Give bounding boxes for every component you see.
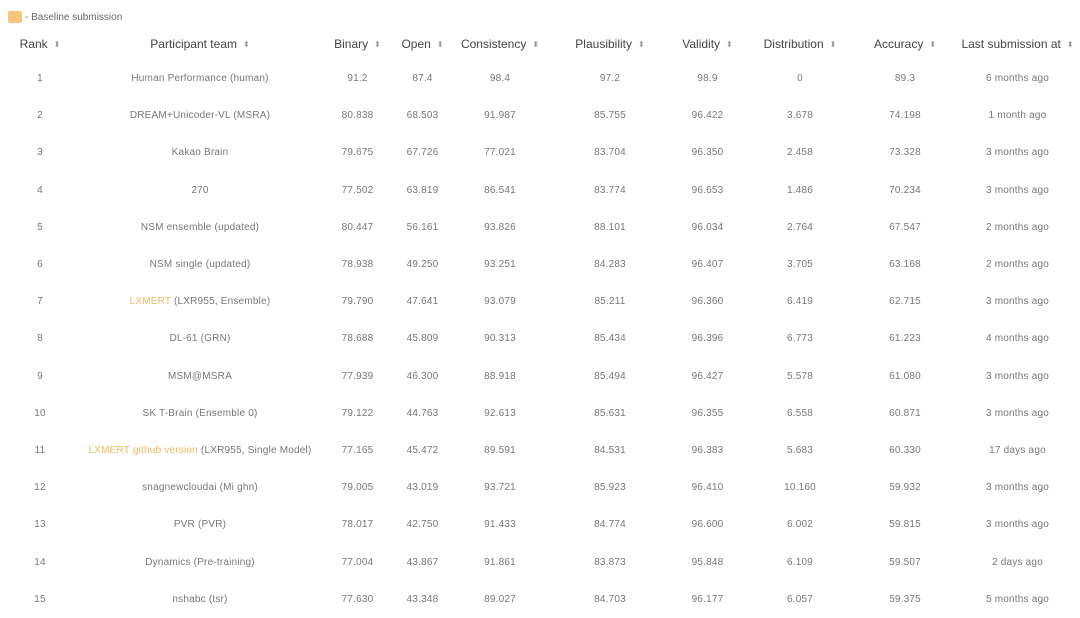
open-cell: 68.503 (406, 110, 439, 122)
binary-cell: 79.675 (341, 147, 374, 159)
binary-cell: 80.838 (341, 110, 374, 122)
distribution-cell: 2.458 (786, 147, 814, 159)
column-header-label: Open (401, 37, 431, 51)
team-name: DL-61 (GRN) (169, 333, 231, 345)
sort-icon[interactable]: ⬍ (532, 40, 540, 50)
sort-icon[interactable]: ⬍ (243, 40, 250, 50)
team-name: MSM@MSRA (168, 370, 232, 382)
binary-cell: 77.502 (341, 184, 374, 196)
validity-cell: 96.410 (691, 482, 724, 494)
rank-cell: 5 (37, 221, 43, 233)
plausibility-cell: 85.923 (594, 482, 626, 494)
validity-cell: 96.653 (691, 184, 724, 196)
team-name: Dynamics (Pre-training) (145, 556, 255, 568)
column-header-rank[interactable] (0, 28, 80, 60)
last-submission-cell: 3 months ago (986, 296, 1049, 308)
consistency-cell: 93.826 (484, 221, 516, 233)
last-submission-cell: 3 months ago (986, 519, 1049, 531)
rank-cell: 2 (37, 110, 43, 122)
plausibility-cell: 84.283 (594, 259, 626, 271)
rank-cell: 14 (34, 556, 46, 568)
sort-icon[interactable]: ⬍ (829, 40, 837, 50)
table-row (0, 283, 1080, 320)
accuracy-cell: 89.3 (894, 73, 916, 85)
table-row (0, 358, 1080, 395)
table-row (0, 60, 1080, 97)
distribution-cell: 6.002 (786, 519, 814, 531)
sort-icon[interactable]: ⬍ (53, 40, 61, 50)
distribution-cell: 6.419 (786, 296, 814, 308)
accuracy-cell: 74.198 (889, 110, 921, 122)
binary-cell: 78.688 (341, 333, 374, 345)
sort-icon[interactable]: ⬍ (638, 40, 645, 50)
column-header-label: Plausibility (575, 37, 632, 51)
validity-cell: 96.360 (691, 296, 724, 308)
accuracy-cell: 60.871 (889, 407, 921, 419)
table-row (0, 134, 1080, 171)
plausibility-cell: 97.2 (599, 73, 621, 85)
table-row (0, 209, 1080, 246)
team-cell (80, 506, 320, 543)
distribution-cell: 6.057 (786, 593, 814, 605)
open-cell: 45.809 (406, 333, 439, 345)
validity-cell: 98.9 (697, 73, 718, 85)
column-header-plausibility[interactable] (550, 28, 670, 60)
plausibility-cell: 85.631 (594, 407, 626, 419)
rank-cell: 3 (37, 147, 43, 159)
leaderboard-table (0, 28, 1080, 618)
plausibility-cell: 84.774 (594, 519, 626, 531)
rank-cell: 7 (37, 296, 43, 308)
column-header-consistency[interactable] (450, 28, 550, 60)
team-cell (80, 432, 320, 469)
distribution-cell: 5.683 (786, 444, 814, 456)
rank-cell: 6 (37, 259, 43, 271)
baseline-team-tag: LXMERT github version (88, 444, 198, 456)
binary-cell: 78.938 (341, 259, 374, 271)
open-cell: 47.641 (406, 296, 439, 308)
consistency-cell: 93.251 (484, 259, 516, 271)
open-cell: 49.250 (406, 259, 439, 271)
table-row (0, 172, 1080, 209)
rank-cell: 13 (34, 519, 46, 531)
binary-cell: 77.939 (341, 370, 374, 382)
table-row (0, 320, 1080, 357)
team-cell (80, 97, 320, 134)
last-submission-cell: 2 months ago (986, 259, 1049, 271)
team-cell (80, 395, 320, 432)
table-row (0, 581, 1080, 618)
team-name: DREAM+Unicoder-VL (MSRA) (129, 110, 271, 122)
plausibility-cell: 83.774 (594, 184, 626, 196)
accuracy-cell: 59.375 (889, 593, 921, 605)
column-header-label: Accuracy (873, 37, 924, 51)
plausibility-cell: 85.211 (594, 296, 626, 308)
plausibility-cell: 84.531 (594, 444, 626, 456)
validity-cell: 96.034 (691, 221, 724, 233)
distribution-cell: 6.558 (786, 407, 814, 419)
distribution-cell: 3.678 (786, 110, 814, 122)
distribution-cell: 0 (797, 73, 803, 85)
accuracy-cell: 61.223 (889, 333, 921, 345)
distribution-cell: 6.773 (786, 333, 814, 345)
accuracy-cell: 62.715 (889, 296, 921, 308)
distribution-cell: 10.160 (784, 482, 816, 494)
last-submission-cell: 3 months ago (986, 147, 1049, 159)
validity-cell: 96.350 (691, 147, 724, 159)
accuracy-cell: 59.507 (889, 556, 921, 568)
team-name: SK T-Brain (Ensemble 0) (142, 407, 258, 419)
open-cell: 44.763 (406, 407, 439, 419)
column-header-open[interactable] (395, 28, 450, 60)
accuracy-cell: 70.234 (889, 184, 921, 196)
binary-cell: 80.447 (341, 221, 374, 233)
binary-cell: 79.122 (341, 407, 374, 419)
validity-cell: 96.407 (691, 259, 724, 271)
last-submission-cell: 3 months ago (986, 482, 1049, 494)
distribution-cell: 5.578 (786, 370, 814, 382)
column-header-accuracy[interactable] (855, 28, 955, 60)
distribution-cell: 6.109 (786, 556, 814, 568)
distribution-cell: 1.486 (786, 184, 814, 196)
team-name: PVR (PVR) (173, 519, 227, 531)
plausibility-cell: 84.703 (594, 593, 626, 605)
accuracy-cell: 73.328 (889, 147, 921, 159)
last-submission-cell: 2 months ago (986, 221, 1049, 233)
team-cell (80, 358, 320, 395)
team-cell (80, 246, 320, 283)
accuracy-cell: 63.168 (889, 259, 921, 271)
sort-icon[interactable]: ⬍ (374, 40, 381, 50)
table-row (0, 432, 1080, 469)
table-row (0, 97, 1080, 134)
sort-icon[interactable]: ⬍ (1066, 40, 1074, 50)
validity-cell: 96.600 (691, 519, 724, 531)
rank-cell: 4 (37, 184, 43, 196)
sort-icon[interactable]: ⬍ (726, 40, 733, 50)
rank-cell: 12 (34, 482, 46, 494)
consistency-cell: 91.433 (484, 519, 516, 531)
consistency-cell: 91.987 (484, 110, 516, 122)
open-cell: 63.819 (406, 184, 439, 196)
plausibility-cell: 85.434 (594, 333, 626, 345)
last-submission-cell: 3 months ago (986, 370, 1049, 382)
table-row (0, 543, 1080, 580)
plausibility-cell: 83.704 (594, 147, 626, 159)
binary-cell: 91.2 (347, 73, 368, 85)
team-name: NSM single (updated) (149, 259, 251, 271)
last-submission-cell: 3 months ago (986, 407, 1049, 419)
team-name: Kakao Brain (171, 147, 229, 159)
accuracy-cell: 59.932 (889, 482, 921, 494)
column-header-label: Binary (334, 37, 369, 51)
team-cell (80, 134, 320, 171)
open-cell: 67.726 (406, 147, 439, 159)
column-header-label: Rank (19, 37, 48, 51)
last-submission-cell: 3 months ago (986, 184, 1049, 196)
sort-icon[interactable]: ⬍ (929, 40, 937, 50)
team-cell (80, 209, 320, 246)
column-header-distribution[interactable] (745, 28, 855, 60)
accuracy-cell: 59.815 (889, 519, 921, 531)
open-cell: 43.019 (406, 482, 439, 494)
table-header-row (0, 28, 1080, 60)
column-header-label: Last submission at (961, 37, 1061, 51)
sort-icon[interactable]: ⬍ (436, 40, 444, 50)
last-submission-cell: 4 months ago (986, 333, 1049, 345)
team-cell (80, 581, 320, 618)
accuracy-cell: 60.330 (889, 444, 921, 456)
table-row (0, 395, 1080, 432)
open-cell: 43.867 (406, 556, 439, 568)
open-cell: 43.348 (406, 593, 439, 605)
binary-cell: 79.790 (341, 296, 374, 308)
open-cell: 46.300 (406, 370, 439, 382)
rank-cell: 11 (34, 444, 46, 456)
team-cell (80, 172, 320, 209)
validity-cell: 96.383 (691, 444, 724, 456)
rank-cell: 15 (34, 593, 46, 605)
validity-cell: 96.396 (691, 333, 724, 345)
binary-cell: 77.165 (341, 444, 374, 456)
validity-cell: 96.355 (691, 407, 724, 419)
consistency-cell: 89.027 (484, 593, 516, 605)
rank-cell: 9 (37, 370, 43, 382)
distribution-cell: 3.705 (786, 259, 814, 271)
open-cell: 42.750 (406, 519, 439, 531)
team-cell (80, 469, 320, 506)
table-row (0, 246, 1080, 283)
consistency-cell: 91.861 (484, 556, 516, 568)
team-name: NSM ensemble (updated) (140, 221, 260, 233)
column-header-validity[interactable] (670, 28, 745, 60)
team-cell (80, 320, 320, 357)
column-header-participant-team[interactable] (80, 28, 320, 60)
column-header-label: Validity (682, 37, 721, 51)
consistency-cell: 93.721 (484, 482, 516, 494)
team-name: Human Performance (human) (131, 73, 269, 85)
plausibility-cell: 85.755 (594, 110, 626, 122)
team-cell (80, 283, 320, 320)
team-name: snagnewcloudai (Mi ghn) (142, 482, 258, 494)
consistency-cell: 90.313 (484, 333, 516, 345)
accuracy-cell: 67.547 (889, 221, 921, 233)
last-submission-cell: 6 months ago (986, 73, 1049, 85)
consistency-cell: 77.021 (484, 147, 516, 159)
plausibility-cell: 85.494 (594, 370, 626, 382)
open-cell: 45.472 (406, 444, 439, 456)
column-header-label: Participant team (150, 37, 237, 51)
team-name: 270 (191, 184, 209, 196)
open-cell: 87.4 (412, 73, 433, 85)
validity-cell: 96.427 (691, 370, 724, 382)
rank-cell: 8 (37, 333, 43, 345)
team-name: (LXR955, Single Model) (197, 444, 312, 456)
consistency-cell: 93.079 (484, 296, 516, 308)
distribution-cell: 2.764 (786, 221, 814, 233)
last-submission-cell: 5 months ago (986, 593, 1049, 605)
binary-cell: 78.017 (341, 519, 374, 531)
binary-cell: 77.004 (341, 556, 374, 568)
plausibility-cell: 88.101 (594, 221, 626, 233)
column-header-last-submission[interactable] (955, 28, 1080, 60)
last-submission-cell: 1 month ago (988, 110, 1047, 122)
rank-cell: 10 (34, 407, 46, 419)
team-name: (LXR955, Ensemble) (171, 296, 271, 308)
validity-cell: 96.422 (691, 110, 724, 122)
consistency-cell: 89.591 (484, 444, 516, 456)
consistency-cell: 88.918 (484, 370, 516, 382)
last-submission-cell: 2 days ago (992, 556, 1043, 568)
team-cell (80, 543, 320, 580)
legend-label: - Baseline submission (25, 11, 123, 23)
plausibility-cell: 83.873 (594, 556, 626, 568)
column-header-label: Distribution (763, 37, 824, 51)
team-name: nshabc (tsr) (172, 593, 228, 605)
table-row (0, 506, 1080, 543)
consistency-cell: 92.613 (484, 407, 516, 419)
open-cell: 56.161 (406, 221, 439, 233)
rank-cell: 1 (37, 73, 43, 85)
consistency-cell: 86.541 (484, 184, 516, 196)
last-submission-cell: 17 days ago (989, 444, 1046, 456)
binary-cell: 79.005 (341, 482, 374, 494)
baseline-swatch (8, 11, 22, 23)
accuracy-cell: 61.080 (889, 370, 921, 382)
column-header-binary[interactable] (320, 28, 395, 60)
column-header-label: Consistency (460, 37, 527, 51)
legend (8, 10, 122, 24)
baseline-team-tag: LXMERT (129, 296, 171, 308)
consistency-cell: 98.4 (489, 73, 511, 85)
table-row (0, 469, 1080, 506)
binary-cell: 77.630 (341, 593, 374, 605)
validity-cell: 95.848 (691, 556, 724, 568)
team-cell (80, 60, 320, 97)
validity-cell: 96.177 (691, 593, 724, 605)
